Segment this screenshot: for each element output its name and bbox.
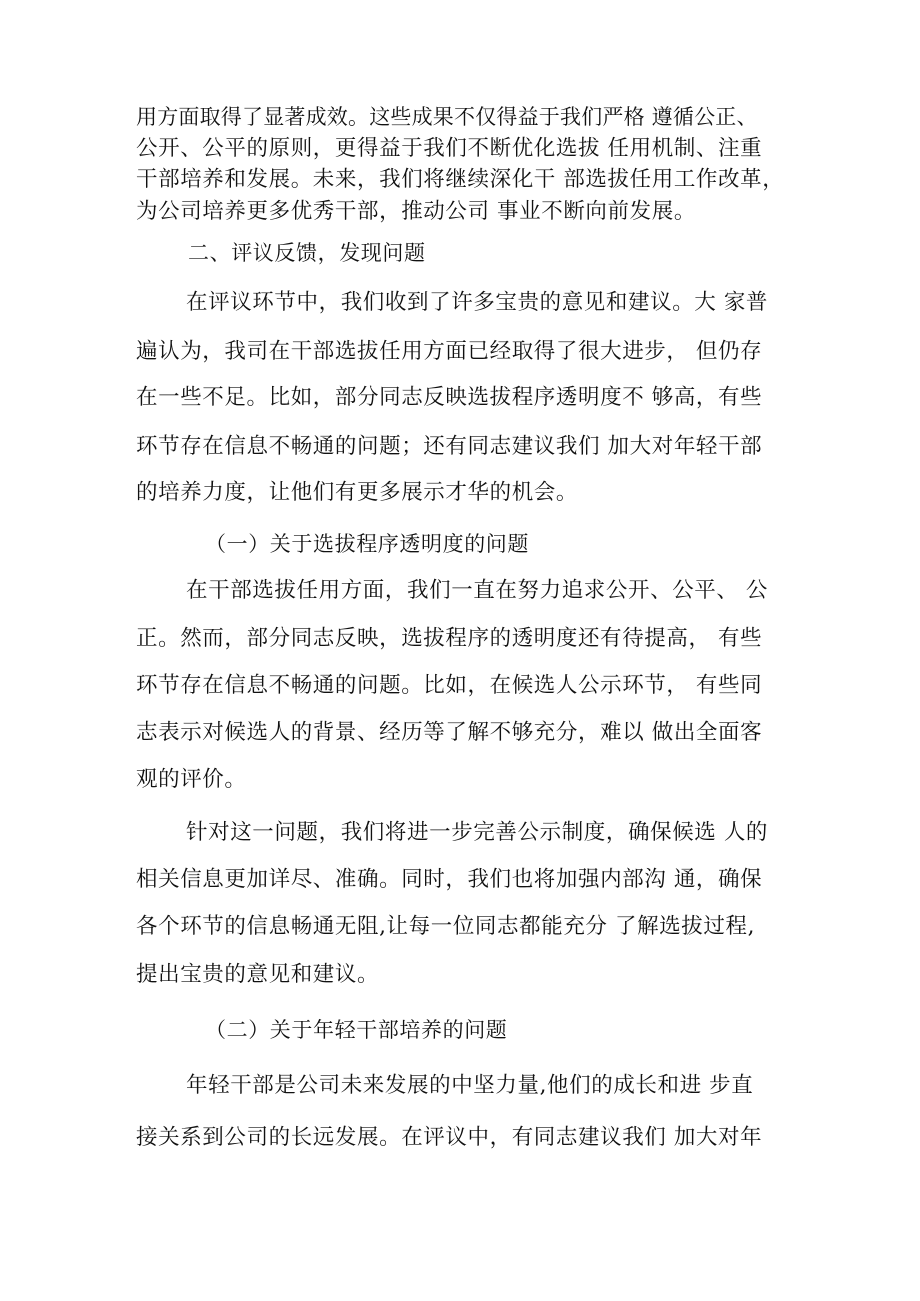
text-line: 针对这一问题，我们将进一步完善公示制度，确保候选 人的 xyxy=(186,820,769,845)
text-line: 为公司培养更多优秀干部，推动公司 事业不断向前发展。 xyxy=(136,199,696,224)
text-line: 在评议环节中，我们收到了许多宝贵的意见和建议。大 家普 xyxy=(186,290,769,315)
text-line: 各个环节的信息畅通无阻,让每一位同志都能充分 了解选拔过程, xyxy=(136,914,756,939)
text-line: 遍认为，我司在干部选拔任用方面已经取得了很大进步， 但仍存 xyxy=(136,339,763,364)
text-line: 的培养力度，让他们有更多展示才华的机会。 xyxy=(136,480,579,505)
text-line: 志表示对候选人的背景、经历等了解不够充分，难以 做出全面客 xyxy=(136,720,763,745)
text-line: 年轻干部是公司未来发展的中坚力量,他们的成长和进 步直 xyxy=(186,1073,754,1098)
text-line: 环节存在信息不畅通的问题。比如，在候选人公示环节， 有些同 xyxy=(136,673,763,698)
text-line: 公开、公平的原则，更得益于我们不断优化选拔 任用机制、注重 xyxy=(136,136,763,161)
text-line: 观的评价。 xyxy=(136,767,247,792)
section-heading: 二、评议反馈，发现问题 xyxy=(188,241,426,265)
text-line: 在干部选拔任用方面，我们一直在努力追求公开、公平、 公 xyxy=(186,578,769,603)
subsection-heading: （二）关于年轻干部培养的问题 xyxy=(205,1018,508,1042)
text-line: 环节存在信息不畅通的问题；还有同志建议我们 加大对年轻干部 xyxy=(136,434,763,459)
text-line: 相关信息更加详尽、准确。同时，我们也将加强内部沟 通，确保 xyxy=(136,867,763,892)
text-line: 用方面取得了显著成效。这些成果不仅得益于我们严格 遵循公正、 xyxy=(136,105,758,129)
text-line: 在一些不足。比如，部分同志反映选拔程序透明度不 够高，有些 xyxy=(136,385,763,410)
text-line: 接关系到公司的长远发展。在评议中，有同志建议我们 加大对年 xyxy=(136,1125,763,1150)
text-line: 干部培养和发展。未来，我们将继续深化干 部选拔任用工作改革， xyxy=(136,167,785,192)
text-line: 提出宝贵的意见和建议。 xyxy=(136,962,380,987)
text-line: 正。然而，部分同志反映，选拔程序的透明度还有待提高， 有些 xyxy=(136,626,763,651)
subsection-heading: （一）关于选拔程序透明度的问题 xyxy=(205,532,529,556)
